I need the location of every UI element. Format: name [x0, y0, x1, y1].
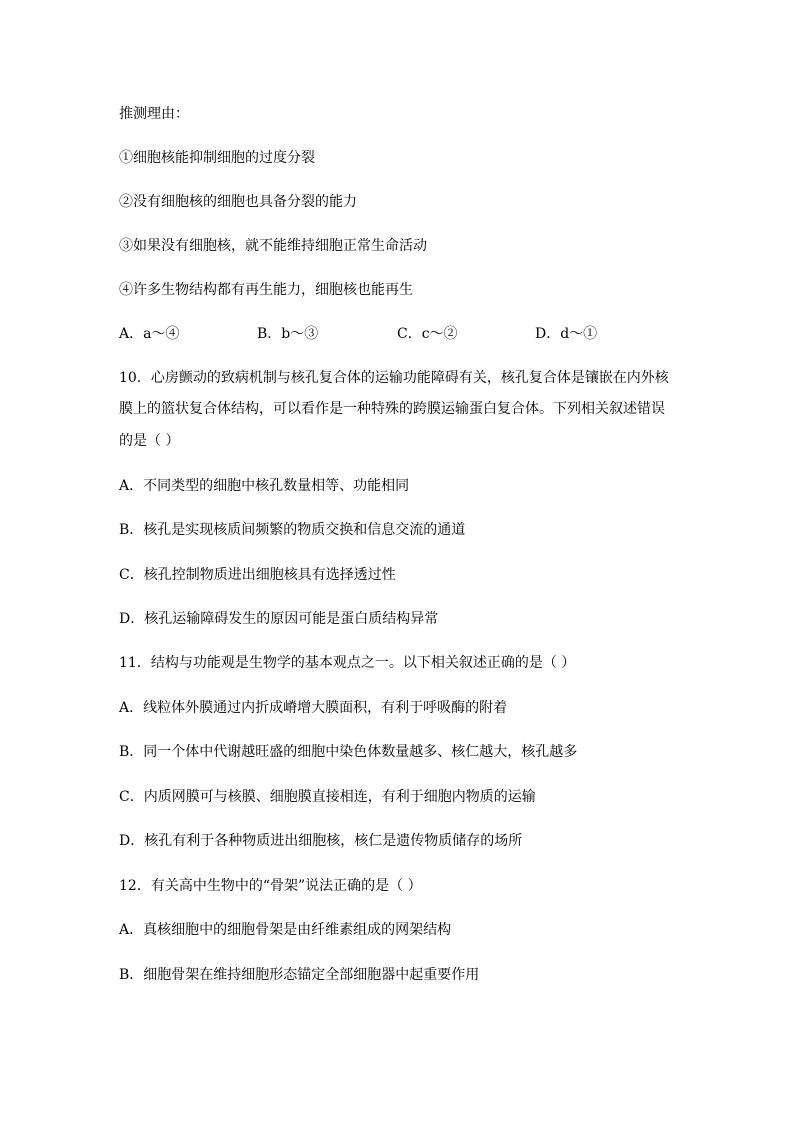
q9-options: [119, 324, 639, 344]
reasoning-item-3: ③如果没有细胞核，就不能维持细胞正常生命活动: [119, 238, 427, 254]
q10-stem-line-1: 10．心房颤动的致病机制与核孔复合体的运输功能障碍有关，核孔复合体是镶嵌在内外核: [119, 370, 669, 386]
q12-option-b: B．细胞骨架在维持细胞形态锚定全部细胞器中起重要作用: [119, 967, 480, 983]
q10-stem-line-3: 的是（ ）: [119, 433, 180, 449]
q9-option-b: B．b～③: [257, 326, 319, 342]
reasoning-item-4: ④许多生物结构都有再生能力，细胞核也能再生: [119, 282, 413, 298]
q11-option-c: C．内质网膜可与核膜、细胞膜直接相连，有利于细胞内物质的运输: [119, 789, 536, 805]
q9-option-c: C．c～②: [397, 326, 458, 342]
q12-option-a: A．真核细胞中的细胞骨架是由纤维素组成的网架结构: [119, 922, 452, 938]
q10-stem-line-2: 膜上的篮状复合体结构，可以看作是一种特殊的跨膜运输蛋白复合体。下列相关叙述错误: [119, 401, 665, 417]
reasoning-heading: 推测理由：: [119, 106, 189, 122]
q9-option-a: A．a～④: [119, 326, 180, 342]
q10-option-c: C．核孔控制物质进出细胞核具有选择透过性: [119, 567, 396, 583]
reasoning-item-1: ①细胞核能抑制细胞的过度分裂: [119, 150, 315, 166]
q9-option-d: D．d～①: [535, 326, 598, 342]
q11-stem: 11．结构与功能观是生物学的基本观点之一。以下相关叙述正确的是（ ）: [119, 655, 576, 671]
q12-stem: 12．有关高中生物中的“骨架”说法正确的是（ ）: [119, 878, 422, 894]
q11-option-b: B．同一个体中代谢越旺盛的细胞中染色体数量越多、核仁越大，核孔越多: [119, 744, 578, 760]
q11-option-d: D．核孔有利于各种物质进出细胞核，核仁是遗传物质储存的场所: [119, 833, 523, 849]
reasoning-item-2: ②没有细胞核的细胞也具备分裂的能力: [119, 194, 357, 210]
q10-option-a: A．不同类型的细胞中核孔数量相等、功能相同: [119, 478, 410, 494]
q11-option-a: A．线粒体外膜通过内折成嵴增大膜面积，有利于呼吸酶的附着: [119, 700, 508, 716]
q10-option-d: D．核孔运输障碍发生的原因可能是蛋白质结构异常: [119, 611, 439, 627]
q10-option-b: B．核孔是实现核质间频繁的物质交换和信息交流的通道: [119, 522, 466, 538]
